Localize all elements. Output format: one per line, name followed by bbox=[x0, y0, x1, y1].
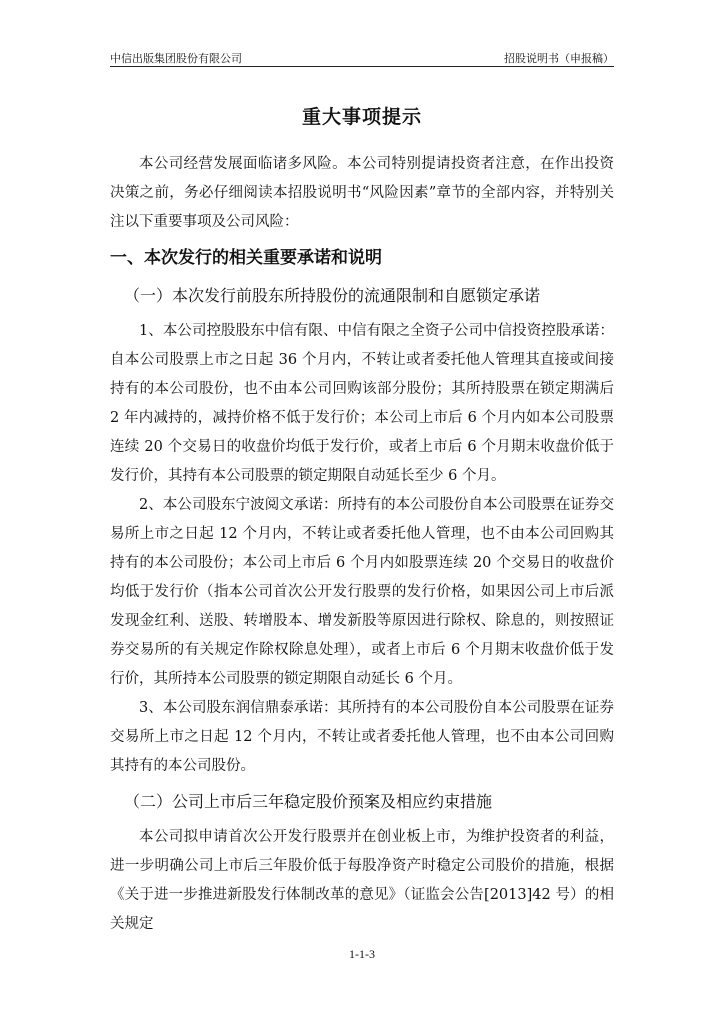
header-company-name: 中信出版集团股份有限公司 bbox=[110, 52, 242, 65]
commitment-item-2: 2、本公司股东宁波阅文承诺：所持有的本公司股份自本公司股票在证券交易所上市之日起 12 个月内，不转让或者委托他人管理，也不由本公司回购其持有的本公司股份；本公司上市后 6 个月内如股票连续 20 个交易日的收盘价均低于发行价（指本公司首次公开发行股票的发行价格，如果因公司上市后派发现金红利、送股、转增股本、增发新股等原因进行除权、除息的，则按照证券交易所的有关规定作除权除息处理），或者上市后 6 个月期末收盘价低于发行价，其所持本公司股票的锁定期限自动延长 6 个月。 bbox=[110, 497, 614, 687]
page-number: 1-1-3 bbox=[349, 947, 375, 961]
subsection-heading-2: （二）公司上市后三年稳定股价预案及相应约束措施 bbox=[124, 792, 493, 811]
page-header bbox=[110, 48, 614, 67]
header-document-name: 招股说明书（申报稿） bbox=[504, 52, 614, 65]
document-body bbox=[110, 150, 614, 939]
commitment-item-3: 3、本公司股东润信鼎泰承诺：其所持有的本公司股份自本公司股票在证券交易所上市之日起 12 个月内，不转让或者委托他人管理，也不由本公司回购其持有的本公司股份。 bbox=[110, 700, 614, 774]
subsection-heading-1: （一）本次发行前股东所持股份的流通限制和自愿锁定承诺 bbox=[124, 286, 541, 305]
commitment-item-1: 1、本公司控股股东中信有限、中信有限之全资子公司中信投资控股承诺：自本公司股票上市之日起 36 个月内，不转让或者委托他人管理其直接或间接持有的本公司股份，也不由本公司回购该部分股份；其所持股票在锁定期满后 2 年内减持的，减持价格不低于发行价；本公司上市后 6 个月内如本公司股票连续 20 个交易日的收盘价均低于发行价，或者上市后 6 个月期末收盘价低于发行价，其持有本公司股票的锁定期限自动延长至少 6 个月。 bbox=[110, 323, 614, 484]
section-heading-1: 一、本次发行的相关重要承诺和说明 bbox=[110, 248, 382, 268]
page-title: 重大事项提示 bbox=[301, 106, 422, 128]
intro-paragraph: 本公司经营发展面临诸多风险。本公司特别提请投资者注意，在作出投资决策之前，务必仔细阅读本招股说明书“风险因素”章节的全部内容，并特别关注以下重要事项及公司风险： bbox=[110, 156, 614, 230]
stabilization-paragraph: 本公司拟申请首次公开发行股票并在创业板上市，为维护投资者的利益，进一步明确公司上市后三年股价低于每股净资产时稳定公司股价的措施，根据《关于进一步推进新股发行体制改革的意见》（证监会公告[2013]42 号）的相关规定 bbox=[110, 829, 614, 932]
